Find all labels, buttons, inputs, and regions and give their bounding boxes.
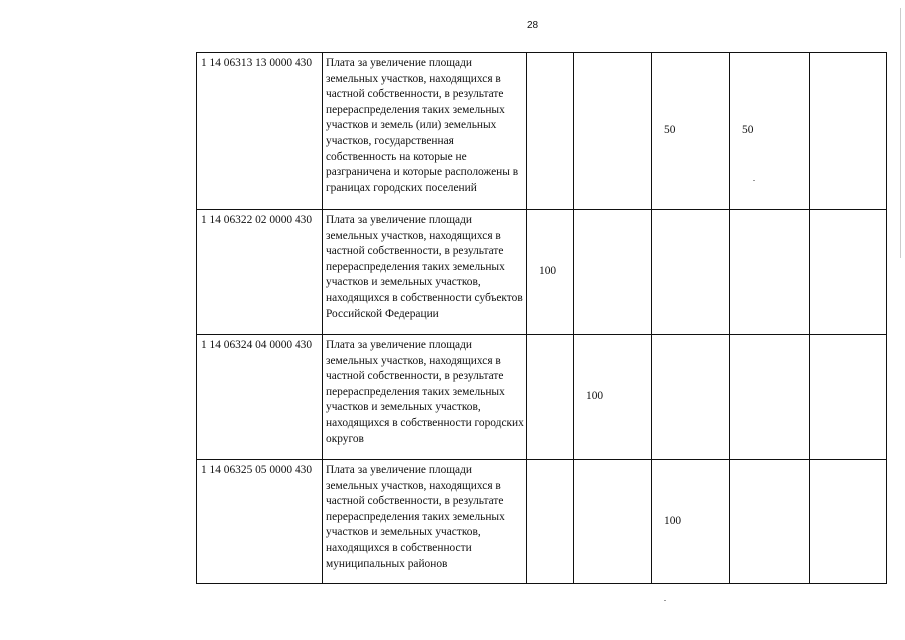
budget-code-cell: 1 14 06313 13 0000 430 [197,53,323,210]
income-name-cell: Плата за увеличение площади земельных участков, находящихся в частной собственности, в результате перераспределения таких земельных участков и земельных участков, находящихся в собственности субъектов Российской Федерации [323,210,527,335]
budget-code-cell: 1 14 06324 04 0000 430 [197,335,323,460]
value-cell [810,335,887,460]
income-name-cell: Плата за увеличение площади земельных участков, находящихся в частной собственности, в результате перераспределения таких земельных участков и земельных участков, находящихся в собственности муниципальных районов [323,460,527,584]
table-row [197,210,887,335]
value-cell [730,335,810,460]
value-cell: 50 [652,53,730,210]
value-cell [810,210,887,335]
value-cell [527,460,574,584]
scan-speck [664,600,666,601]
value-cell [730,460,810,584]
value-cell [810,460,887,584]
value-cell [574,460,652,584]
value-cell [652,335,730,460]
income-name-cell: Плата за увеличение площади земельных участков, находящихся в частной собственности, в результате перераспределения таких земельных участков и земельных участков, находящихся в собственности городских округов [323,335,527,460]
value-cell [527,53,574,210]
value-cell: 100 [527,210,574,335]
table-row [197,335,887,460]
scan-edge-line [900,8,901,258]
budget-code-cell: 1 14 06325 05 0000 430 [197,460,323,584]
value-cell [810,53,887,210]
value-cell: 50 [730,53,810,210]
value-cell [574,210,652,335]
value-cell: 100 [652,460,730,584]
page-number: 28 [526,20,539,31]
revenue-table [196,52,887,584]
value-cell [574,53,652,210]
value-cell [652,210,730,335]
table-row [197,53,887,210]
value-cell [527,335,574,460]
value-cell: 100 [574,335,652,460]
scan-speck [753,180,755,181]
budget-code-cell: 1 14 06322 02 0000 430 [197,210,323,335]
table-row [197,460,887,584]
value-cell [730,210,810,335]
income-name-cell: Плата за увеличение площади земельных участков, находящихся в частной собственности, в результате перераспределения таких земельных участков и земель (или) земельных участков, государственная собственность на которые не разграничена и которые расположены в границах городских поселений [323,53,527,210]
